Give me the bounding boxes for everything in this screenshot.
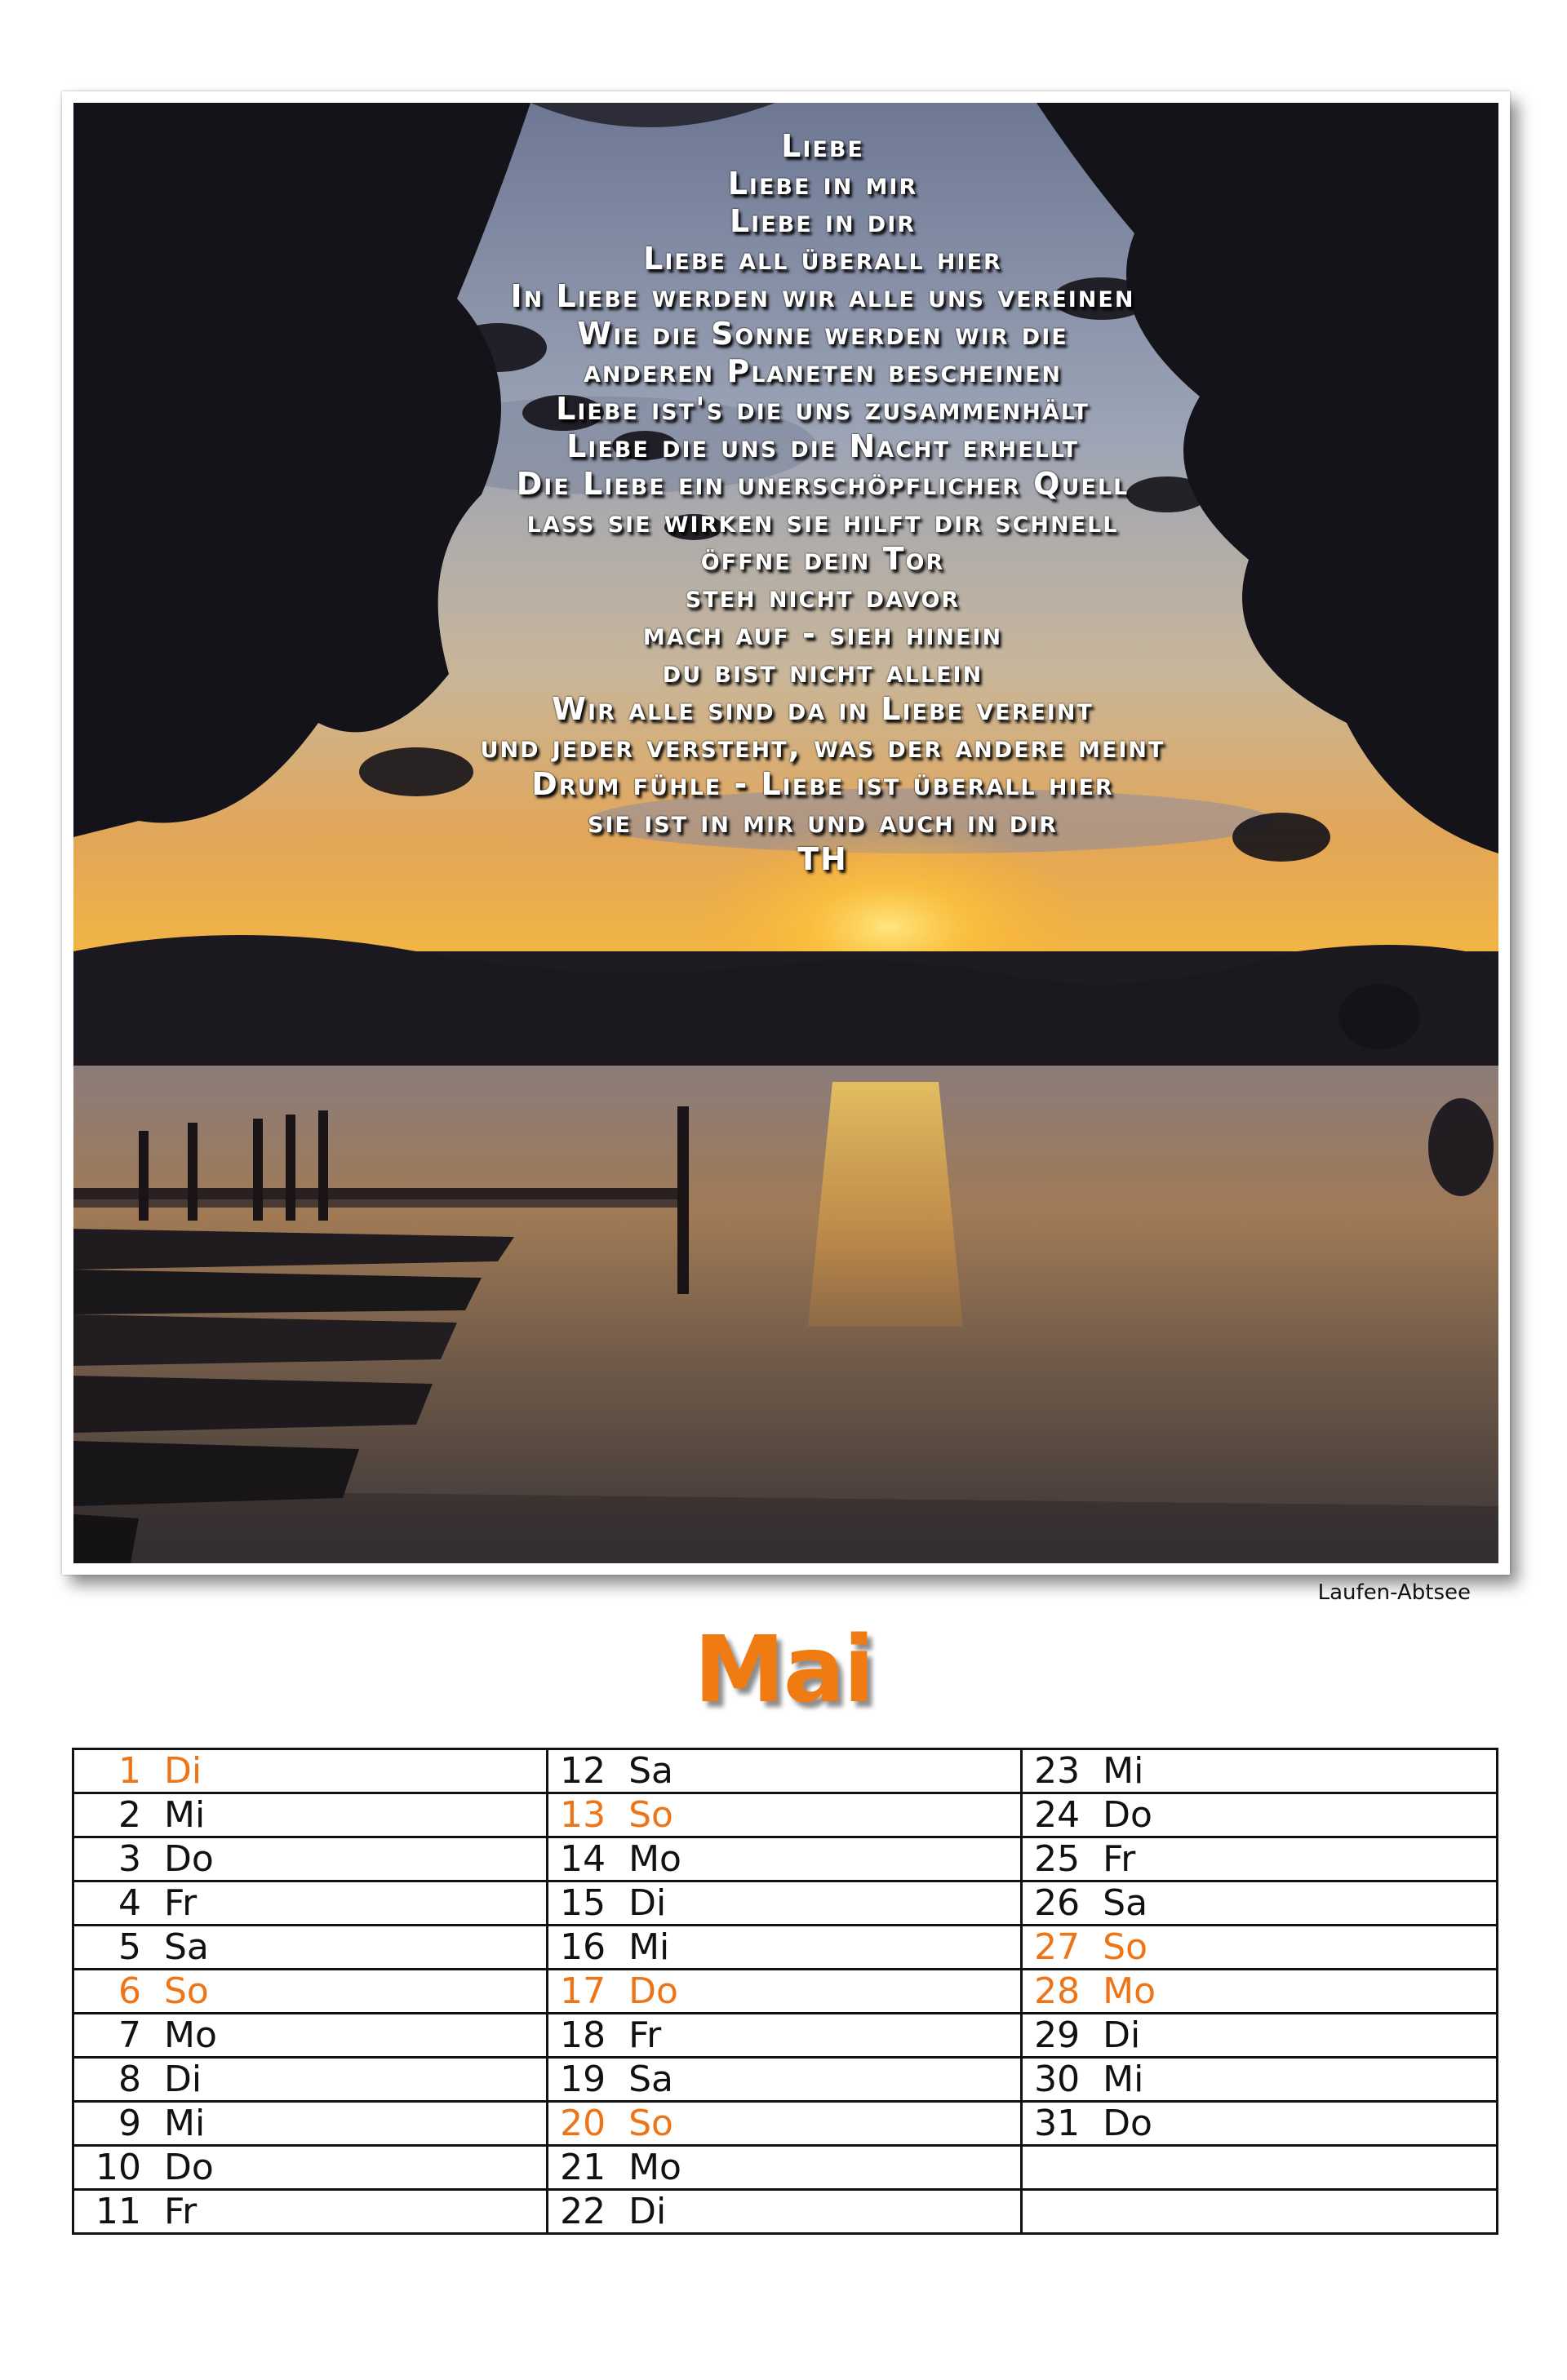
calendar-day-cell [548, 2014, 1022, 2058]
weekday-label: Sa [628, 1750, 673, 1792]
calendar-day-cell [548, 2146, 1022, 2190]
poem-line: lass sie wirken sie hilft dir schnell [526, 503, 1119, 539]
day-number: 24 [1034, 1794, 1081, 1836]
day-number: 26 [1034, 1882, 1081, 1924]
day-number: 17 [560, 1970, 606, 2012]
day-number: 22 [560, 2191, 606, 2232]
day-number: 23 [1034, 1750, 1081, 1792]
calendar-day-cell [1022, 2102, 1498, 2146]
weekday-label: So [164, 1970, 209, 2012]
calendar-day-cell [73, 1881, 548, 1926]
weekday-label: Mi [164, 1794, 206, 1836]
day-number: 11 [95, 2191, 141, 2232]
sunset-lake-photo [73, 103, 1498, 1563]
weekday-label: Sa [628, 2059, 673, 2100]
poem-line: Liebe [781, 128, 864, 164]
calendar-table [72, 1748, 1498, 2235]
calendar-day-cell [548, 2058, 1022, 2102]
day-number: 5 [118, 1926, 141, 1968]
day-number: 20 [560, 2103, 606, 2144]
calendar-day-cell [73, 2190, 548, 2234]
calendar-day-cell [73, 2102, 548, 2146]
calendar-row [73, 1749, 1498, 1793]
poem-line: und jeder versteht, was der andere meint [480, 729, 1165, 765]
weekday-label: Di [628, 2191, 667, 2232]
weekday-label: Fr [628, 2014, 662, 2056]
weekday-label: So [628, 1794, 673, 1836]
calendar-day-cell [1022, 2058, 1498, 2102]
calendar-day-cell [548, 1881, 1022, 1926]
day-number: 18 [560, 2014, 606, 2056]
calendar-row [73, 1881, 1498, 1926]
weekday-label: Sa [164, 1926, 209, 1968]
day-number: 7 [118, 2014, 141, 2056]
calendar-day-cell [548, 1749, 1022, 1793]
day-number: 14 [560, 1838, 606, 1880]
calendar-day-cell [73, 2014, 548, 2058]
day-number: 2 [118, 1794, 141, 1836]
weekday-label: Do [628, 1970, 678, 2012]
poem-line: anderen Planeten bescheinen [583, 353, 1063, 389]
weekday-label: Do [164, 1838, 214, 1880]
day-number: 31 [1034, 2103, 1081, 2144]
calendar-day-cell [548, 1793, 1022, 1837]
month-title: Mai [694, 1617, 873, 1723]
calendar-day-cell [548, 1926, 1022, 1970]
poem-line: sie ist in mir und auch in dir [587, 804, 1059, 840]
day-number: 27 [1034, 1926, 1081, 1968]
calendar-day-cell [73, 1926, 548, 1970]
calendar-row [73, 2102, 1498, 2146]
weekday-label: Mo [628, 1838, 681, 1880]
poem-line: Die Liebe ein unerschöpflicher Quell [516, 466, 1130, 502]
day-number: 21 [560, 2147, 606, 2188]
weekday-label: Mo [164, 2014, 217, 2056]
poem-line: Liebe ist's die uns zusammenhält [556, 391, 1090, 427]
poem-line: Liebe in dir [729, 203, 917, 239]
calendar-day-cell [548, 1837, 1022, 1881]
calendar-row [73, 1793, 1498, 1837]
weekday-label: Do [164, 2147, 214, 2188]
poem-line: du bist nicht allein [662, 654, 983, 689]
poem-line: In Liebe werden wir alle uns vereinen [510, 278, 1135, 314]
day-number: 28 [1034, 1970, 1081, 2012]
calendar-day-cell [73, 2058, 548, 2102]
weekday-label: Do [1103, 2103, 1152, 2144]
day-number: 10 [95, 2147, 141, 2188]
poem-line: Drum fühle - Liebe ist überall hier [531, 766, 1114, 802]
day-number: 6 [118, 1970, 141, 2012]
calendar-day-cell [1022, 1793, 1498, 1837]
weekday-label: Sa [1103, 1882, 1148, 1924]
poem-line: steh nicht davor [685, 578, 961, 614]
day-number: 30 [1034, 2059, 1081, 2100]
calendar-day-cell [73, 1837, 548, 1881]
calendar-day-cell [1022, 1970, 1498, 2014]
calendar-day-cell [1022, 1881, 1498, 1926]
day-number: 4 [118, 1882, 141, 1924]
day-number: 8 [118, 2059, 141, 2100]
calendar-row [73, 1926, 1498, 1970]
weekday-label: Mi [1103, 2059, 1144, 2100]
poem-line: Wie die Sonne werden wir die [577, 316, 1068, 352]
photo-frame [62, 91, 1510, 1575]
calendar-day-cell [1022, 2146, 1498, 2190]
calendar-day-cell [548, 2190, 1022, 2234]
weekday-label: Fr [1103, 1838, 1136, 1880]
weekday-label: Do [1103, 1794, 1152, 1836]
calendar-day-cell [548, 1970, 1022, 2014]
calendar-day-cell [73, 1793, 548, 1837]
day-number: 29 [1034, 2014, 1081, 2056]
day-number: 1 [118, 1750, 141, 1792]
day-number: 16 [560, 1926, 606, 1968]
weekday-label: So [628, 2103, 673, 2144]
calendar-day-cell [73, 2146, 548, 2190]
day-number: 12 [560, 1750, 606, 1792]
calendar-day-cell [1022, 2014, 1498, 2058]
weekday-label: Fr [164, 1882, 198, 1924]
calendar-row [73, 1970, 1498, 2014]
weekday-label: So [1103, 1926, 1148, 1968]
poem-text [73, 127, 1498, 878]
poem-line: Wir alle sind da in Liebe vereint [552, 691, 1094, 727]
weekday-label: Di [164, 2059, 202, 2100]
calendar-day-cell [1022, 1837, 1498, 1881]
photo-caption: Laufen-Abtsee [1317, 1580, 1471, 1605]
day-number: 13 [560, 1794, 606, 1836]
day-number: 3 [118, 1838, 141, 1880]
poem-line: Liebe all überall hier [643, 241, 1002, 277]
calendar-day-cell [548, 2102, 1022, 2146]
weekday-label: Di [628, 1882, 667, 1924]
calendar-day-cell [73, 1749, 548, 1793]
weekday-label: Di [164, 1750, 202, 1792]
weekday-label: Mi [628, 1926, 670, 1968]
poem-line: öffne dein Tor [700, 541, 945, 577]
calendar-row [73, 2146, 1498, 2190]
day-number: 25 [1034, 1838, 1081, 1880]
calendar-row [73, 2058, 1498, 2102]
calendar-row [73, 2190, 1498, 2234]
poem-line: mach auf - sieh hinein [642, 616, 1003, 652]
calendar-day-cell [1022, 1926, 1498, 1970]
weekday-label: Fr [164, 2191, 198, 2232]
weekday-label: Mo [628, 2147, 681, 2188]
calendar-day-cell [73, 1970, 548, 2014]
calendar-row [73, 2014, 1498, 2058]
weekday-label: Di [1103, 2014, 1141, 2056]
calendar-day-cell [1022, 2190, 1498, 2234]
calendar-day-cell [1022, 1749, 1498, 1793]
day-number: 15 [560, 1882, 606, 1924]
day-number: 9 [118, 2103, 141, 2144]
weekday-label: Mi [1103, 1750, 1144, 1792]
poem-line: Liebe in mir [727, 166, 918, 202]
day-number: 19 [560, 2059, 606, 2100]
poem-line: Liebe die uns die Nacht erhellt [566, 428, 1079, 464]
calendar-row [73, 1837, 1498, 1881]
weekday-label: Mo [1103, 1970, 1156, 2012]
poem-line: TH [797, 841, 848, 877]
weekday-label: Mi [164, 2103, 206, 2144]
